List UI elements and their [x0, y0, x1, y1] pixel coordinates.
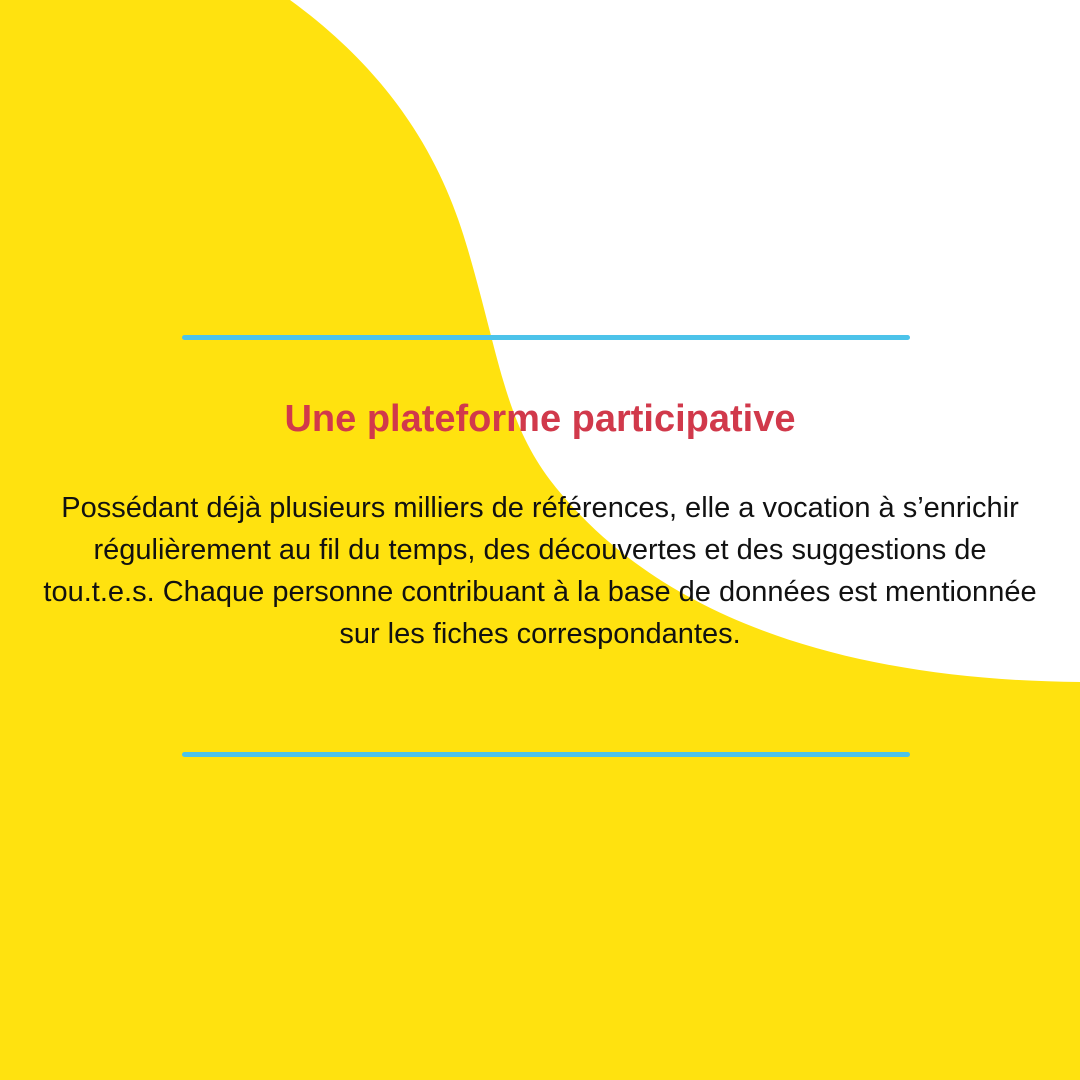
- top-divider-line: [182, 335, 910, 340]
- body-paragraph: Possédant déjà plusieurs milliers de références, elle a vocation à s’enrichir régulièrement au fil du temps, des découvertes et des suggestions de tou.t.e.s. Chaque personne contribuant à la base de données est mentionnée sur les fiches correspondantes.: [43, 492, 1037, 650]
- page-title: Une plateforme participative: [284, 398, 796, 440]
- bottom-divider-line: [182, 752, 910, 757]
